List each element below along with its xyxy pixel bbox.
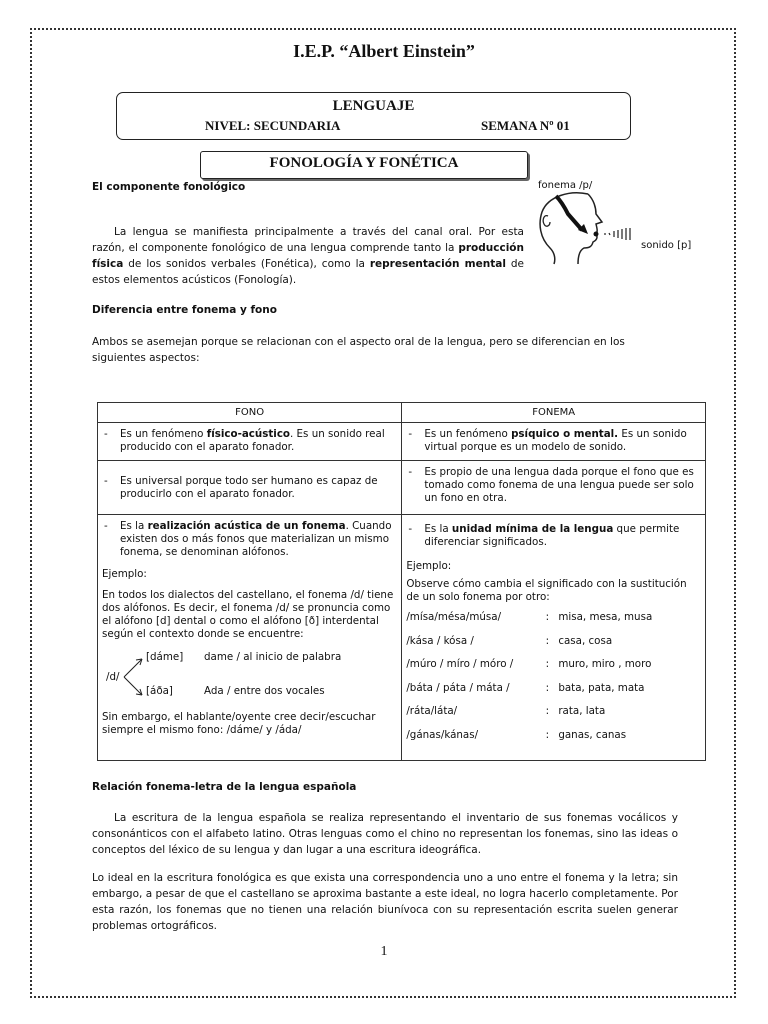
pair-phonemes: /báta / páta / máta /: [406, 681, 510, 694]
pair-phonemes: /kása / kósa /: [406, 634, 474, 647]
page-number: 1: [380, 944, 388, 959]
text-run: . Es un sonido real producido con el aparato fonador.: [120, 428, 385, 453]
pair-separator: :: [545, 611, 550, 624]
text-run: Es un fenómeno: [424, 428, 512, 440]
pair-words: casa, cosa: [558, 634, 613, 647]
fono-example-text: En todos los dialectos del castellano, el fonema /d/ tiene dos alófonos. Es decir, el fonema /d/ se pronuncia como el alófono [d] dental o como el alófono [ð] interdental según el contexto donde se encuentre:: [102, 589, 394, 640]
text-bold: producción física: [92, 242, 524, 270]
table-row: [98, 423, 706, 461]
table-row: [98, 515, 706, 761]
allophone-1-desc: dame / al inicio de palabra: [204, 651, 342, 663]
pair-phonemes: /múro / míro / móro /: [406, 658, 514, 671]
table-cell: [402, 423, 706, 461]
pair-separator: :: [545, 634, 550, 647]
text-bold: realización acústica de un fonema: [147, 520, 346, 532]
list-item: [406, 630, 701, 654]
text-bold: representación mental: [369, 258, 506, 270]
list-item: [406, 653, 701, 677]
bullet-dash: -: [408, 428, 413, 440]
list-item: [406, 677, 701, 701]
table-row: [98, 461, 706, 515]
table-cell: [402, 515, 706, 761]
section-heading-phoneme-letter: Relación fonema-letra de la lengua española: [92, 781, 357, 793]
list-item: [406, 700, 701, 724]
minimal-pairs-list: [402, 606, 705, 747]
bullet-dash: -: [408, 523, 413, 535]
list-item: [406, 606, 701, 630]
text-bold: psíquico o mental.: [511, 428, 619, 440]
cell-text: [424, 523, 701, 549]
sound-label: sonido [p]: [641, 240, 692, 251]
text-bold: físico-acústico: [206, 428, 290, 440]
pair-phonemes: /mísa/mésa/músa/: [406, 611, 502, 624]
level-label: NIVEL: SECUNDARIA: [205, 118, 341, 133]
paragraph-intro: Ambos se asemejan porque se relacionan con el aspecto oral de la lengua, pero se diferencian en los siguientes aspectos:: [92, 336, 625, 364]
paragraph-ideal-writing: Lo ideal en la escritura fonológica es que exista una correspondencia uno a uno entre el fonema y la letra; sin embargo, a pesar de que el castellano se aproxima bastante a este ideal, no logra hacerlo completamente. Por esta razón, los fonemas que no tienen una relación biunívoca con su representación escrita suelen generar problemas ortográficos.: [92, 872, 678, 932]
list-item: [406, 724, 701, 748]
pair-separator: :: [545, 705, 550, 718]
pair-phonemes: /ráta/láta/: [406, 705, 458, 718]
head-profile-icon: [530, 190, 640, 265]
text-run: de estos elementos acústicos (Fonología).: [92, 258, 524, 286]
example-label: Ejemplo:: [406, 560, 452, 572]
allophone-root: /d/: [106, 671, 120, 683]
cell-text: Es propio de una lengua dada porque el fono que es tomado como fonema de una lengua puede ser solo un fono en otra.: [424, 466, 694, 504]
allophone-2: [áða]: [146, 685, 173, 697]
paragraph-writing: La escritura de la lengua española se realiza representando el inventario de sus fonemas vocálicos y consonánticos con el alfabeto latino. Otras lenguas como el chino no representan los fonemas, sino las ideas o conceptos del léxico de su lengua y dan lugar a una escritura ideográfica.: [92, 812, 678, 856]
fono-example-end: Sin embargo, el hablante/oyente cree decir/escuchar siempre el mismo fono: /dáme/ y /áda/: [102, 711, 376, 736]
text-bold: unidad mínima de la lengua: [451, 523, 614, 535]
cell-text: [120, 520, 397, 559]
bullet-dash: -: [104, 428, 108, 440]
subject-title: LENGUAJE: [332, 98, 415, 114]
allophone-2-desc: Ada / entre dos vocales: [204, 685, 325, 697]
column-header-fono: FONO: [98, 403, 402, 423]
pair-words: bata, pata, mata: [558, 681, 645, 694]
table-header-row: [98, 403, 706, 423]
text-run: La lengua se manifiesta principalmente a través del canal oral. Por esta razón, el componente fonológico de una lengua comprende tanto la: [92, 226, 524, 254]
allophone-diagram: [98, 651, 401, 711]
pair-phonemes: /gánas/kánas/: [406, 728, 479, 741]
text-run: Es la: [120, 520, 148, 532]
branch-arrows-icon: [122, 655, 146, 699]
school-title: I.E.P. “Albert Einstein”: [293, 41, 475, 61]
pair-words: muro, miro , moro: [558, 658, 652, 671]
cell-text: [120, 428, 397, 454]
table-cell: [402, 461, 706, 515]
column-header-fonema: FONEMA: [402, 403, 706, 423]
pair-separator: :: [545, 681, 550, 694]
text-run: de los sonidos verbales (Fonética), como la: [123, 258, 370, 270]
table-cell: [98, 515, 402, 761]
table-cell: [98, 461, 402, 515]
pair-words: rata, lata: [558, 705, 606, 718]
section-heading-phonological-component: El componente fonológico: [92, 181, 246, 193]
cell-text: [424, 428, 701, 454]
bullet-dash: -: [408, 466, 413, 478]
fonema-example-intro: Observe cómo cambia el significado con la sustitución de un solo fonema por otro:: [406, 578, 687, 603]
topic-title: FONOLOGÍA Y FONÉTICA: [269, 155, 459, 171]
table-cell: [98, 423, 402, 461]
pair-words: misa, mesa, musa: [558, 611, 653, 624]
text-run: Es un sonido virtual porque es un modelo de sonido.: [424, 428, 687, 453]
week-label: SEMANA Nº 01: [481, 118, 570, 133]
section-heading-phoneme-vs-phone: Diferencia entre fonema y fono: [92, 304, 277, 316]
allophone-1: [dáme]: [146, 651, 184, 663]
comparison-table: [97, 402, 706, 761]
pair-words: ganas, canas: [558, 728, 627, 741]
example-label: Ejemplo:: [102, 568, 147, 580]
paragraph-phonological-component: [92, 224, 524, 288]
pair-separator: :: [545, 658, 550, 671]
bullet-dash: -: [104, 474, 108, 487]
bullet-dash: -: [104, 520, 108, 532]
text-run: que permite diferenciar significados.: [424, 523, 680, 548]
text-run: . Cuando existen dos o más fonos que materializan un mismo fonema, se denominan alófonos.: [120, 520, 392, 558]
cell-text: Es universal porque todo ser humano es capaz de producirlo con el aparato fonador.: [120, 474, 378, 500]
phoneme-label: fonema /p/: [538, 180, 593, 191]
text-run: Es un fenómeno: [120, 428, 207, 440]
text-run: Es la: [424, 523, 452, 535]
pair-separator: :: [545, 728, 550, 741]
